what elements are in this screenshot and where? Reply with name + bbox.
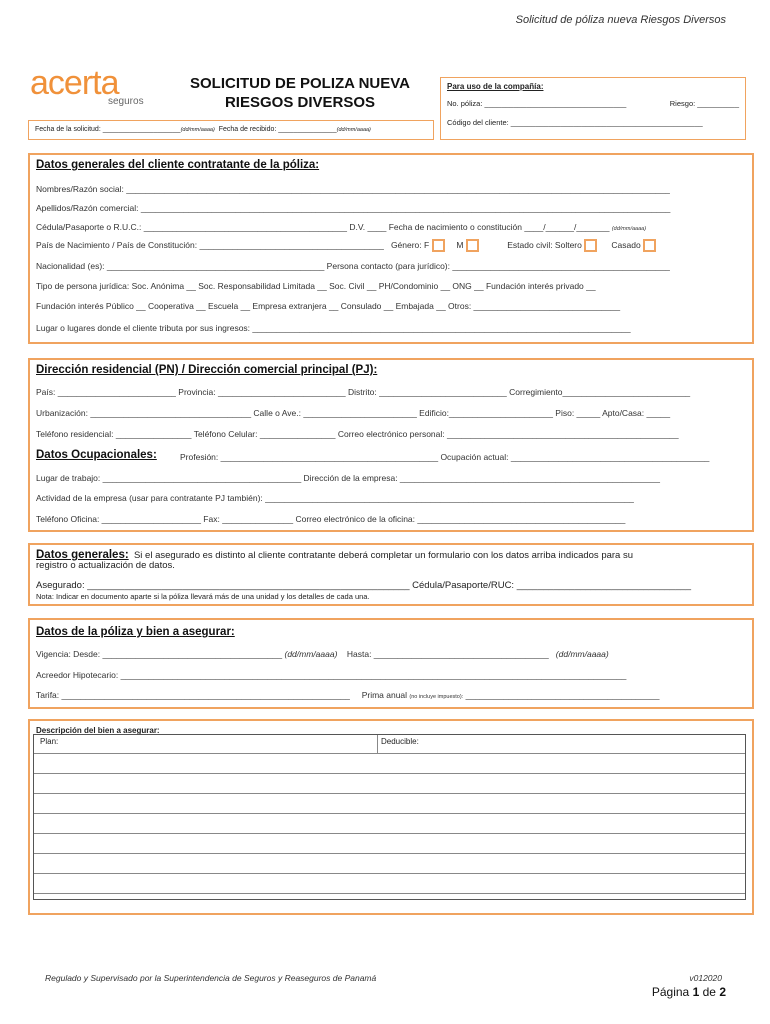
table-row[interactable]: [34, 893, 745, 894]
nota-text: Nota: Indicar en documento aparte si la póliza llevará más de una unidad y los detalles de cada una.: [36, 592, 370, 601]
codigo-cliente-field[interactable]: Código del cliente: ______________________________________________: [447, 118, 703, 127]
fundacion-field[interactable]: Fundación interés Público __ Cooperativa __ Escuela __ Empresa extranjera __ Consulado __ Embajada __ Otros: _______________________________: [36, 301, 621, 311]
section-title-direccion: Dirección residencial (PN) / Dirección comercial principal (PJ):: [36, 364, 378, 376]
tipo-persona-juridica-field[interactable]: Tipo de persona jurídica: Soc. Anónima __ Soc. Responsabilidad Limitada __ Soc. Civil __ PH/Condominio __ ONG __ Fundación interés privado __: [36, 281, 596, 291]
page-word: Página: [651, 985, 690, 999]
lugar-trabajo-field[interactable]: Lugar de trabajo: __________________________________________ Dirección de la empresa: _______________________________________________________: [36, 473, 660, 483]
section-datos-poliza: [28, 618, 754, 709]
actividad-empresa-field[interactable]: Actividad de la empresa (usar para contratante PJ también): ______________________________________________________________________________: [36, 493, 634, 503]
page-of: de: [702, 985, 716, 999]
nombres-field[interactable]: Nombres/Razón social: ___________________________________________________________________________________________________________________: [36, 184, 670, 194]
pais-genero-row: [36, 239, 656, 252]
genero-m-checkbox[interactable]: [466, 239, 479, 252]
lugar-tributa-field[interactable]: Lugar o lugares donde el cliente tributa por sus ingresos: ________________________________________________________________________________: [36, 323, 631, 333]
section-title-ocupacionales: Datos Ocupacionales:: [36, 449, 157, 461]
tarifa-row: [36, 690, 659, 700]
footer-version: v012020: [689, 973, 722, 983]
urbanizacion-field[interactable]: Urbanización: __________________________________ Calle o Ave.: ________________________ Edificio:______________________ Piso: _____ Apto/Casa: _____: [36, 408, 671, 418]
genero-m-label: M: [456, 239, 464, 250]
apellidos-field[interactable]: Apellidos/Razón comercial: ________________________________________________________________________________________________________________: [36, 203, 671, 213]
section-cliente-contratante: [28, 153, 754, 344]
genero-f-checkbox[interactable]: [432, 239, 445, 252]
section-title-cliente: Datos generales del cliente contratante de la póliza:: [36, 159, 320, 171]
telefono-residencial-field[interactable]: Teléfono residencial: ________________ Teléfono Celular: ________________ Correo electrónico personal: _________________________________________________: [36, 429, 679, 439]
table-col-divider: [377, 735, 378, 753]
prima-anual-field[interactable]: _________________________________________: [465, 690, 660, 700]
casado-label: Casado: [611, 239, 641, 250]
section-title-descripcion: Descripción del bien a asegurar:: [36, 726, 160, 735]
nacionalidad-field[interactable]: Nacionalidad (es): ______________________________________________ Persona contacto (para jurídico): ______________________________________________: [36, 261, 670, 271]
section-title-datos-poliza: Datos de la póliza y bien a asegurar:: [36, 626, 235, 638]
riesgo-field[interactable]: Riesgo: __________: [669, 99, 739, 108]
datos-generales-desc1: Si el asegurado es distinto al cliente contratante deberá completar un formulario con los datos arriba indicados para su: [133, 550, 634, 561]
cedula-field[interactable]: [36, 222, 646, 232]
table-row[interactable]: [34, 833, 745, 834]
dates-box: [28, 120, 434, 140]
table-row[interactable]: [34, 793, 745, 794]
form-title-line1: SOLICITUD DE POLIZA NUEVA: [189, 75, 410, 92]
logo-sub: seguros: [108, 96, 144, 107]
tarifa-field[interactable]: Tarifa: _____________________________________________________________: [36, 690, 350, 700]
table-row[interactable]: [34, 753, 745, 754]
cedula-text: Cédula/Pasaporte o R.U.C.: ___________________________________________ D.V. ____ Fecha de nacimiento o constitución ____/______/_______: [36, 222, 610, 232]
descripcion-table: [33, 734, 746, 900]
pais-nacimiento-field[interactable]: País de Nacimiento / País de Constitución: _______________________________________: [36, 239, 384, 250]
soltero-checkbox[interactable]: [584, 239, 597, 252]
telefono-oficina-field[interactable]: Teléfono Oficina: _____________________ Fax: _______________ Correo electrónico de la oficina: ____________________________________________: [36, 514, 626, 524]
footer-regulation: Regulado y Supervisado por la Superintendencia de Seguros y Reaseguros de Panamá: [45, 973, 377, 983]
fecha-recibido-format: (dd/mm/aaaa): [336, 127, 371, 133]
table-row[interactable]: [34, 873, 745, 874]
vigencia-hasta-format: (dd/mm/aaaa): [555, 649, 609, 659]
form-title: [160, 74, 440, 112]
acreedor-hipotecario-field[interactable]: Acreedor Hipotecario: ___________________________________________________________________________________________________________: [36, 670, 627, 680]
company-logo: [30, 66, 160, 111]
datos-generales-desc2: registro o actualización de datos.: [36, 560, 175, 571]
asegurado-field[interactable]: Asegurado: _____________________________________________________________ Cédula/Pasaporte/RUC: _________________________________: [36, 580, 692, 591]
profesion-field[interactable]: Profesión: ______________________________________________ Ocupación actual: __________________________________________: [180, 452, 710, 462]
vigencia-desde-field[interactable]: Vigencia: Desde: ______________________________________: [36, 649, 283, 659]
prima-anual-label: Prima anual: [361, 690, 408, 700]
company-use-label: Para uso de la compañía:: [447, 82, 544, 91]
header-doc-title: Solicitud de póliza nueva Riesgos Diversos: [515, 14, 726, 26]
estado-civil-label: Estado civil: Soltero: [507, 239, 582, 250]
vigencia-hasta-field[interactable]: Hasta: _____________________________________: [346, 649, 549, 659]
table-row[interactable]: [34, 853, 745, 854]
table-row[interactable]: [34, 813, 745, 814]
casado-checkbox[interactable]: [643, 239, 656, 252]
plan-label: Plan:: [40, 737, 59, 746]
poliza-field[interactable]: No. póliza: __________________________________: [447, 99, 627, 108]
fecha-recibido-field[interactable]: Fecha de recibido: _______________: [218, 126, 337, 133]
direccion-pais-field[interactable]: País: _________________________ Provincia: ___________________________ Distrito: ___________________________ Corregimiento___________________________: [36, 387, 691, 397]
section-direccion: [28, 358, 754, 532]
prima-anual-note: (no incluye impuesto):: [409, 694, 464, 700]
fecha-solicitud-format: (dd/mm/aaaa): [180, 127, 215, 133]
nacimiento-format: (dd/mm/aaaa): [611, 226, 647, 232]
logo-brand: acerta: [30, 64, 119, 102]
fecha-solicitud-field[interactable]: Fecha de la solicitud: ____________________: [35, 126, 181, 133]
page-total: 2: [719, 985, 726, 999]
table-row[interactable]: [34, 773, 745, 774]
footer-page-number: [652, 985, 726, 999]
company-use-box: [440, 77, 746, 140]
genero-label: Género: F: [390, 239, 430, 250]
page-current: 1: [692, 985, 700, 999]
form-title-line2: RIESGOS DIVERSOS: [224, 94, 376, 111]
deducible-label: Deducible:: [381, 737, 419, 746]
section-title-datos-generales: Datos generales:: [36, 549, 129, 561]
vigencia-desde-format: (dd/mm/aaaa): [284, 649, 338, 659]
vigencia-row: [36, 649, 609, 659]
section-datos-generales: [28, 543, 754, 606]
